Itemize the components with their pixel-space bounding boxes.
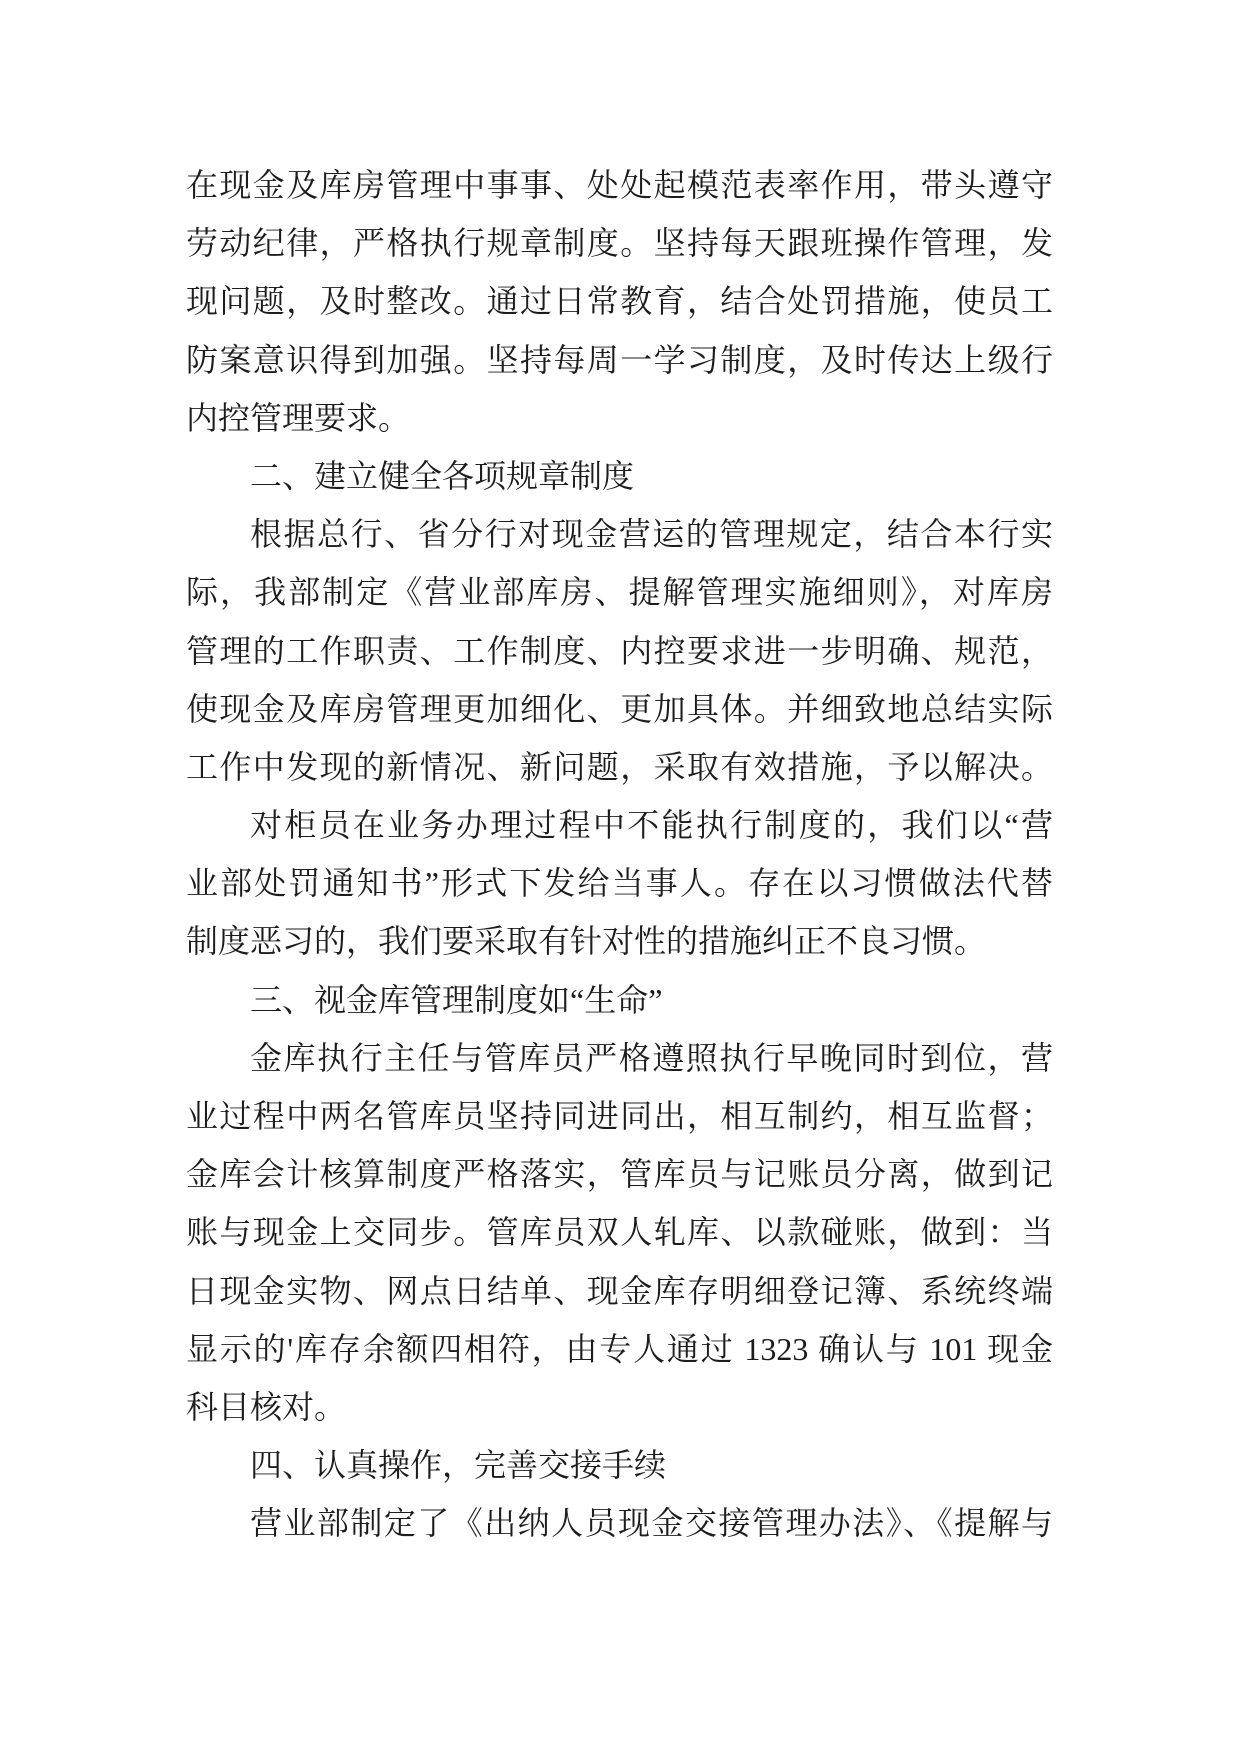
text-line: 二、建立健全各项规章制度 [250, 457, 635, 494]
heading-section-4 [186, 1436, 1053, 1494]
text-line: 使现金及库房管理更加细化、更加具体。并细致地总结实际 [186, 690, 1053, 727]
text-line: 根据总行、省分行对现金营运的管理规定，结合本行实 [250, 516, 1053, 553]
text-line: 日现金实物、网点日结单、现金库存明细登记簿、系统终端 [186, 1272, 1053, 1309]
text-line: 在现金及库房管理中事事、处处起模范表率作用，带头遵守 [186, 167, 1053, 203]
text-line: 际，我部制定《营业部库房、提解管理实施细则》，对库房 [186, 574, 1053, 611]
heading-section-3 [186, 971, 1053, 1029]
text-line: 业部处罚通知书”形式下发给当事人。存在以习惯做法代替 [186, 865, 1053, 902]
text-line: 防案意识得到加强。坚持每周一学习制度，及时传达上级行 [186, 341, 1053, 378]
paragraph-section-2-b [186, 796, 1053, 971]
paragraph-continuation [186, 156, 1053, 447]
heading-section-2 [186, 447, 1053, 505]
text-line: 金库会计核算制度严格落实，管库员与记账员分离，做到记 [186, 1156, 1053, 1193]
document-body [186, 156, 1053, 1553]
text-line: 劳动纪律，严格执行规章制度。坚持每天跟班操作管理，发 [186, 225, 1053, 262]
text-line: 制度恶习的，我们要采取有针对性的措施纠正不良习惯。 [186, 923, 987, 960]
text-line: 对柜员在业务办理过程中不能执行制度的，我们以“营 [250, 807, 1053, 844]
text-line: 金库执行主任与管库员严格遵照执行早晚同时到位，营 [250, 1039, 1053, 1076]
text-line: 科目核对。 [186, 1388, 347, 1425]
text-line: 显示的'库存余额四相符，由专人通过 1323 确认与 101 现金 [186, 1330, 1053, 1367]
text-line: 内控管理要求。 [186, 399, 411, 436]
text-line: 营业部制定了《出纳人员现金交接管理办法》、《提解与 [250, 1505, 1053, 1542]
text-line: 四、认真操作，完善交接手续 [250, 1447, 667, 1484]
paragraph-section-3-a [186, 1029, 1053, 1436]
text-line: 账与现金上交同步。管库员双人轧库、以款碰账，做到：当 [186, 1214, 1053, 1251]
text-line: 工作中发现的新情况、新问题，采取有效措施，予以解决。 [186, 748, 1053, 785]
text-line: 现问题，及时整改。通过日常教育，结合处罚措施，使员工 [186, 283, 1053, 320]
text-line: 管理的工作职责、工作制度、内控要求进一步明确、规范， [186, 632, 1053, 669]
paragraph-section-4-a [186, 1494, 1053, 1552]
text-line: 业过程中两名管库员坚持同进同出，相互制约，相互监督； [186, 1098, 1053, 1134]
paragraph-section-2-a [186, 505, 1053, 796]
text-line: 三、视金库管理制度如“生命” [250, 981, 663, 1018]
